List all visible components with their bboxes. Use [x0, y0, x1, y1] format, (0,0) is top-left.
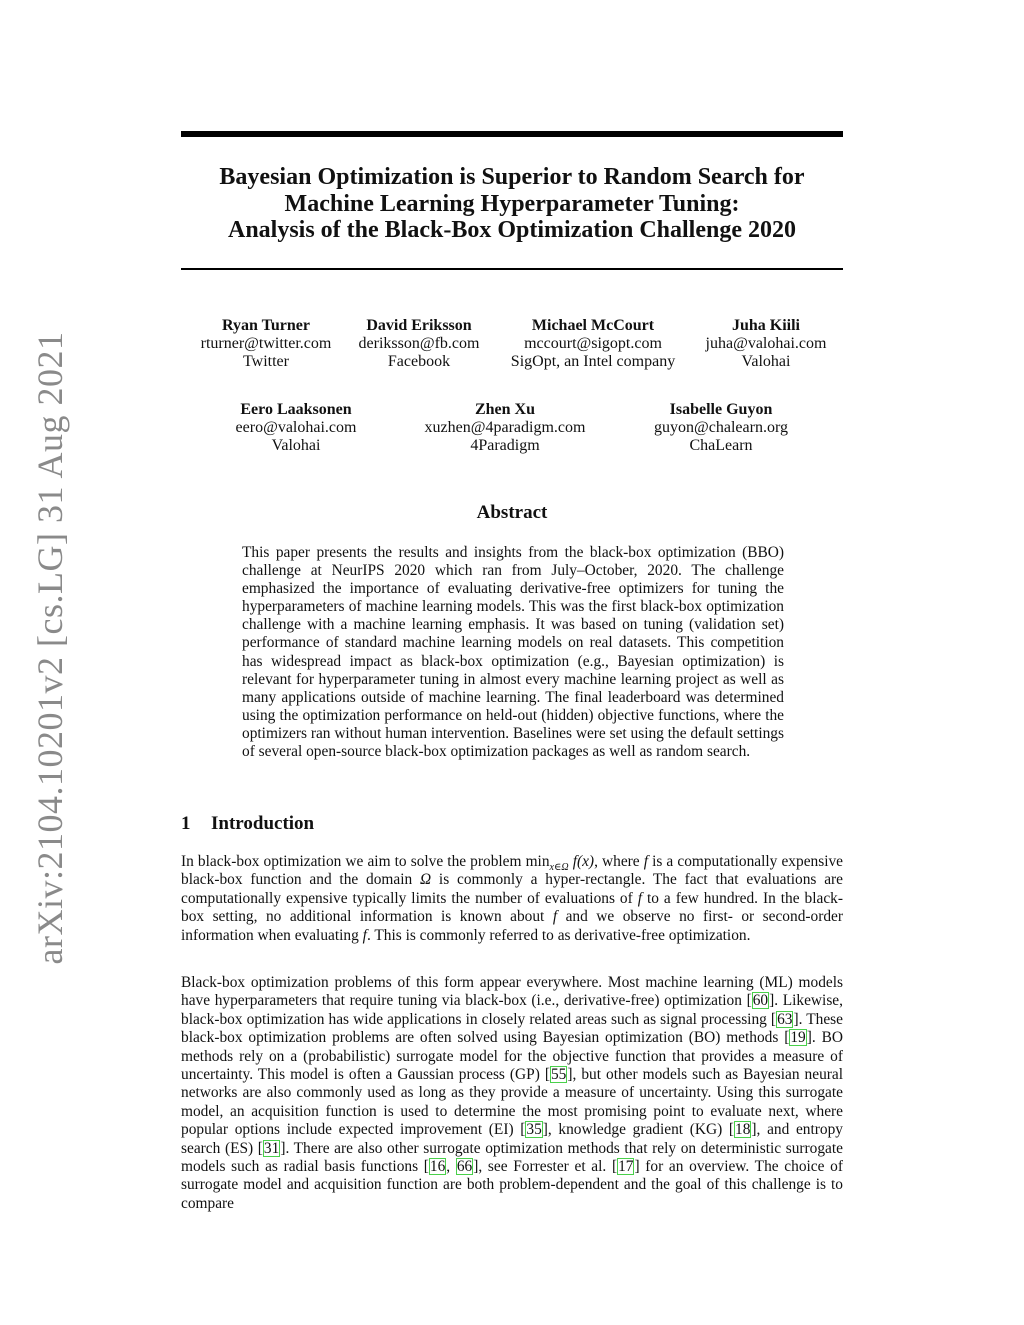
math-symbol: f	[362, 926, 367, 944]
author-email: xuzhen@4paradigm.com	[424, 419, 586, 436]
section-heading	[181, 813, 314, 835]
author-affiliation: SigOpt, an Intel company	[510, 353, 676, 370]
citation-link[interactable]: 17	[618, 1158, 634, 1176]
author-email: juha@valohai.com	[705, 335, 827, 352]
text-run: ]. These black-box optimization problems are often solved using Bayesian optimization (BO) methods [	[181, 1010, 843, 1047]
author-name: Juha Kiili	[731, 317, 801, 334]
title-line: Machine Learning Hyperparameter Tuning:	[284, 190, 740, 217]
author-block	[359, 317, 480, 371]
citation-link[interactable]: 16	[429, 1158, 446, 1176]
intro-paragraph-2	[181, 974, 843, 1213]
author-name: Ryan Turner	[222, 317, 310, 334]
author-email: mccourt@sigopt.com	[524, 335, 662, 352]
citation-link[interactable]: 66	[456, 1158, 473, 1176]
text-run: Black-box optimization problems of this form appear everywhere. Most machine learning (ML) models have hyperparameters that require tuning via black-box (i.e., derivative-free) optimization [	[181, 974, 843, 1010]
text-run: and we observe no first- or second-order information when evaluating	[181, 908, 843, 944]
author-name: Zhen Xu	[474, 401, 536, 418]
citation-link[interactable]: 63	[777, 1010, 793, 1028]
math-symbol: f	[637, 889, 642, 907]
text-run: is a computationally expensive black-box function and the domain	[181, 853, 844, 889]
text-run: to a few hundred. In the black-box setting, no additional information is known about	[181, 889, 843, 926]
math-operator: min	[525, 853, 550, 870]
title-top-rule	[181, 131, 843, 137]
math-subscript: x∈Ω	[549, 862, 569, 874]
author-affiliation: Twitter	[243, 353, 289, 370]
math-symbol: f	[552, 908, 558, 926]
abstract-heading: Abstract	[476, 502, 548, 523]
author-block	[425, 401, 586, 455]
text-run: ]. BO methods rely on a (probabilistic) surrogate model for the objective function that provides a measure of uncertainty. This model is often a Gaussian process (GP) [	[181, 1029, 843, 1084]
section-title: Introduction	[211, 813, 315, 834]
author-block	[706, 317, 827, 371]
text-run: , where	[594, 853, 644, 870]
author-affiliation: Facebook	[387, 353, 451, 370]
text-run: is commonly a hyper-rectangle. The fact that evaluations are computationally expensive typically limits the number of evaluations of	[181, 871, 843, 907]
author-affiliation: 4Paradigm	[470, 437, 540, 454]
section-number: 1	[181, 813, 191, 834]
text-run: ], knowledge gradient (KG) [	[542, 1121, 735, 1139]
text-run: ]. There are also other surrogate optimization methods that rely on deterministic surrogate models such as radial basis functions [	[181, 1139, 843, 1176]
author-block	[654, 401, 788, 455]
text-run: ], and entropy search (ES) [	[181, 1121, 843, 1157]
text-run: ], see Forrester et al. [	[473, 1158, 618, 1176]
author-affiliation: Valohai	[741, 353, 791, 370]
math-symbol: Ω	[420, 871, 432, 889]
text-run: In black-box optimization we aim to solve the problem	[181, 853, 526, 870]
arxiv-identifier-stamp: arXiv:2104.10201v2 [cs.LG] 31 Aug 2021	[30, 331, 70, 965]
text-run: ], but other models such as Bayesian neural networks are also commonly used as long as they provide a measure of uncertainty. Using this surrogate model, an acquisition function is used to determine the most promising point to evaluate next, where popular options include expected improvement (EI) [	[181, 1066, 843, 1139]
author-name: Michael McCourt	[531, 317, 655, 334]
title-bottom-rule	[181, 268, 843, 270]
text-run: . This is commonly referred to as derivative-free optimization.	[366, 926, 751, 944]
citation-link[interactable]: 31	[263, 1139, 280, 1157]
author-email: rturner@twitter.com	[200, 335, 332, 352]
author-block	[236, 401, 357, 455]
paper-title	[181, 164, 843, 244]
title-line: Bayesian Optimization is Superior to Random Search for	[219, 164, 805, 190]
citation-link[interactable]: 55	[550, 1066, 567, 1084]
author-email: deriksson@fb.com	[358, 335, 480, 352]
author-name: Isabelle Guyon	[669, 401, 773, 418]
citation-link[interactable]: 18	[735, 1121, 751, 1139]
intro-paragraph-1	[181, 853, 843, 945]
citation-link[interactable]: 60	[752, 992, 769, 1010]
author-email: guyon@chalearn.org	[654, 419, 788, 436]
citation-link[interactable]: 35	[526, 1121, 542, 1139]
author-email: eero@valohai.com	[235, 419, 357, 436]
author-name: David Eriksson	[366, 317, 472, 334]
author-block	[511, 317, 675, 371]
text-run: ,	[446, 1158, 456, 1176]
citation-link[interactable]: 19	[790, 1029, 806, 1047]
math-function: f(x)	[572, 853, 595, 870]
text-run: ] for an overview. The choice of surrogate model and acquisition function are both problem-dependent and the goal of this challenge is to compare	[181, 1158, 843, 1212]
author-affiliation: ChaLearn	[689, 437, 753, 454]
text-run: ]. Likewise, black-box optimization has wide applications in closely related areas such as signal processing [	[181, 992, 843, 1028]
author-block	[201, 317, 332, 371]
title-line: Analysis of the Black-Box Optimization Challenge 2020	[227, 217, 797, 243]
math-min-expression	[525, 853, 595, 874]
abstract-body: This paper presents the results and insights from the black-box optimization (BBO) challenge at NeurIPS 2020 which ran from July–October, 2020. The challenge emphasized the importance of evaluating derivative-free optimizers for tuning the hyperparameters of machine learning models. This was the first black-box optimization challenge with a machine learning emphasis. It was based on tuning (validation set) performance of standard machine learning models on real datasets. This competition has widespread impact as black-box optimization (e.g., Bayesian optimization) is relevant for hyperparameter tuning in almost every machine learning project as well as many applications outside of machine learning. The final leaderboard was determined using the optimization performance on held-out (hidden) objective functions, where the optimizers ran without human intervention. Baselines were set using the default settings of several open-source black-box optimization packages as well as random search.	[242, 544, 784, 761]
author-affiliation: Valohai	[271, 437, 321, 454]
author-name: Eero Laaksonen	[240, 401, 352, 418]
math-symbol: f	[643, 853, 648, 870]
